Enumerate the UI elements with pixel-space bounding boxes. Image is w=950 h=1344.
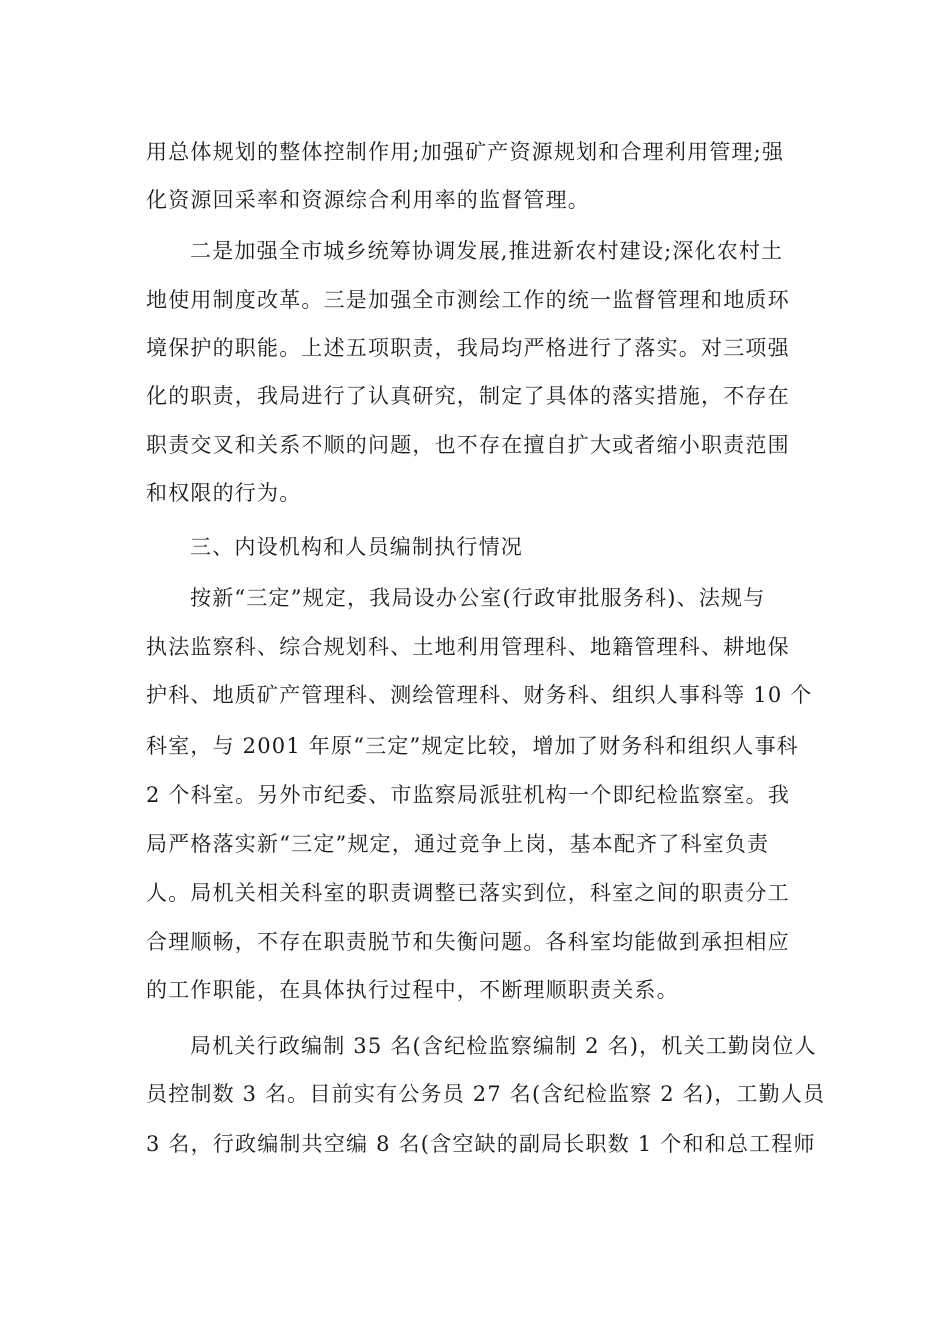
text-line-7: 职责交叉和关系不顺的问题，也不存在擅自扩大或者缩小职责范围 <box>146 433 790 457</box>
text-line-6: 化的职责，我局进行了认真研究，制定了具体的落实措施，不存在 <box>146 384 790 408</box>
text-line-17: 合理顺畅，不存在职责脱节和失衡问题。各科室均能做到承担相应 <box>146 930 790 954</box>
text-line-11: 执法监察科、综合规划科、土地利用管理科、地籍管理科、耕地保 <box>146 635 790 659</box>
text-line-5: 境保护的职能。上述五项职责，我局均严格进行了落实。对三项强 <box>146 336 790 360</box>
text-line-16: 人。局机关相关科室的职责调整已落实到位，科室之间的职责分工 <box>146 881 790 905</box>
text-line-1: 用总体规划的整体控制作用;加强矿产资源规划和合理利用管理;强 <box>146 140 785 164</box>
text-line-4: 地使用制度改革。三是加强全市测绘工作的统一监督管理和地质环 <box>146 288 790 312</box>
paragraph-start-line: 按新“三定”规定，我局设办公室(行政审批服务科)、法规与 <box>190 586 766 610</box>
text-line-13: 科室，与 2001 年原“三定”规定比较，增加了财务科和组织人事科 <box>146 734 799 758</box>
paragraph-start-line: 二是加强全市城乡统筹协调发展,推进新农村建设;深化农村土 <box>190 239 784 263</box>
text-line-21: 3 名，行政编制共空编 8 名(含空缺的副局长职数 1 个和和总工程师 <box>146 1132 816 1156</box>
text-line-15: 局严格落实新“三定”规定，通过竞争上岗，基本配齐了科室负责 <box>146 832 770 856</box>
paragraph-start-line: 局机关行政编制 35 名(含纪检监察编制 2 名)，机关工勤岗位人 <box>190 1034 817 1058</box>
text-line-18: 的工作职能，在具体执行过程中，不断理顺职责关系。 <box>146 978 679 1002</box>
section-heading: 三、内设机构和人员编制执行情况 <box>190 535 523 559</box>
text-line-2: 化资源回采率和资源综合利用率的监督管理。 <box>146 188 590 212</box>
text-line-12: 护科、地质矿产管理科、测绘管理科、财务科、组织人事科等 10 个 <box>146 683 813 707</box>
text-line-14: 2 个科室。另外市纪委、市监察局派驻机构一个即纪检监察室。我 <box>146 783 791 807</box>
text-line-8: 和权限的行为。 <box>146 481 302 505</box>
text-line-20: 员控制数 3 名。目前实有公务员 27 名(含纪检监察 2 名)，工勤人员 <box>146 1082 826 1106</box>
